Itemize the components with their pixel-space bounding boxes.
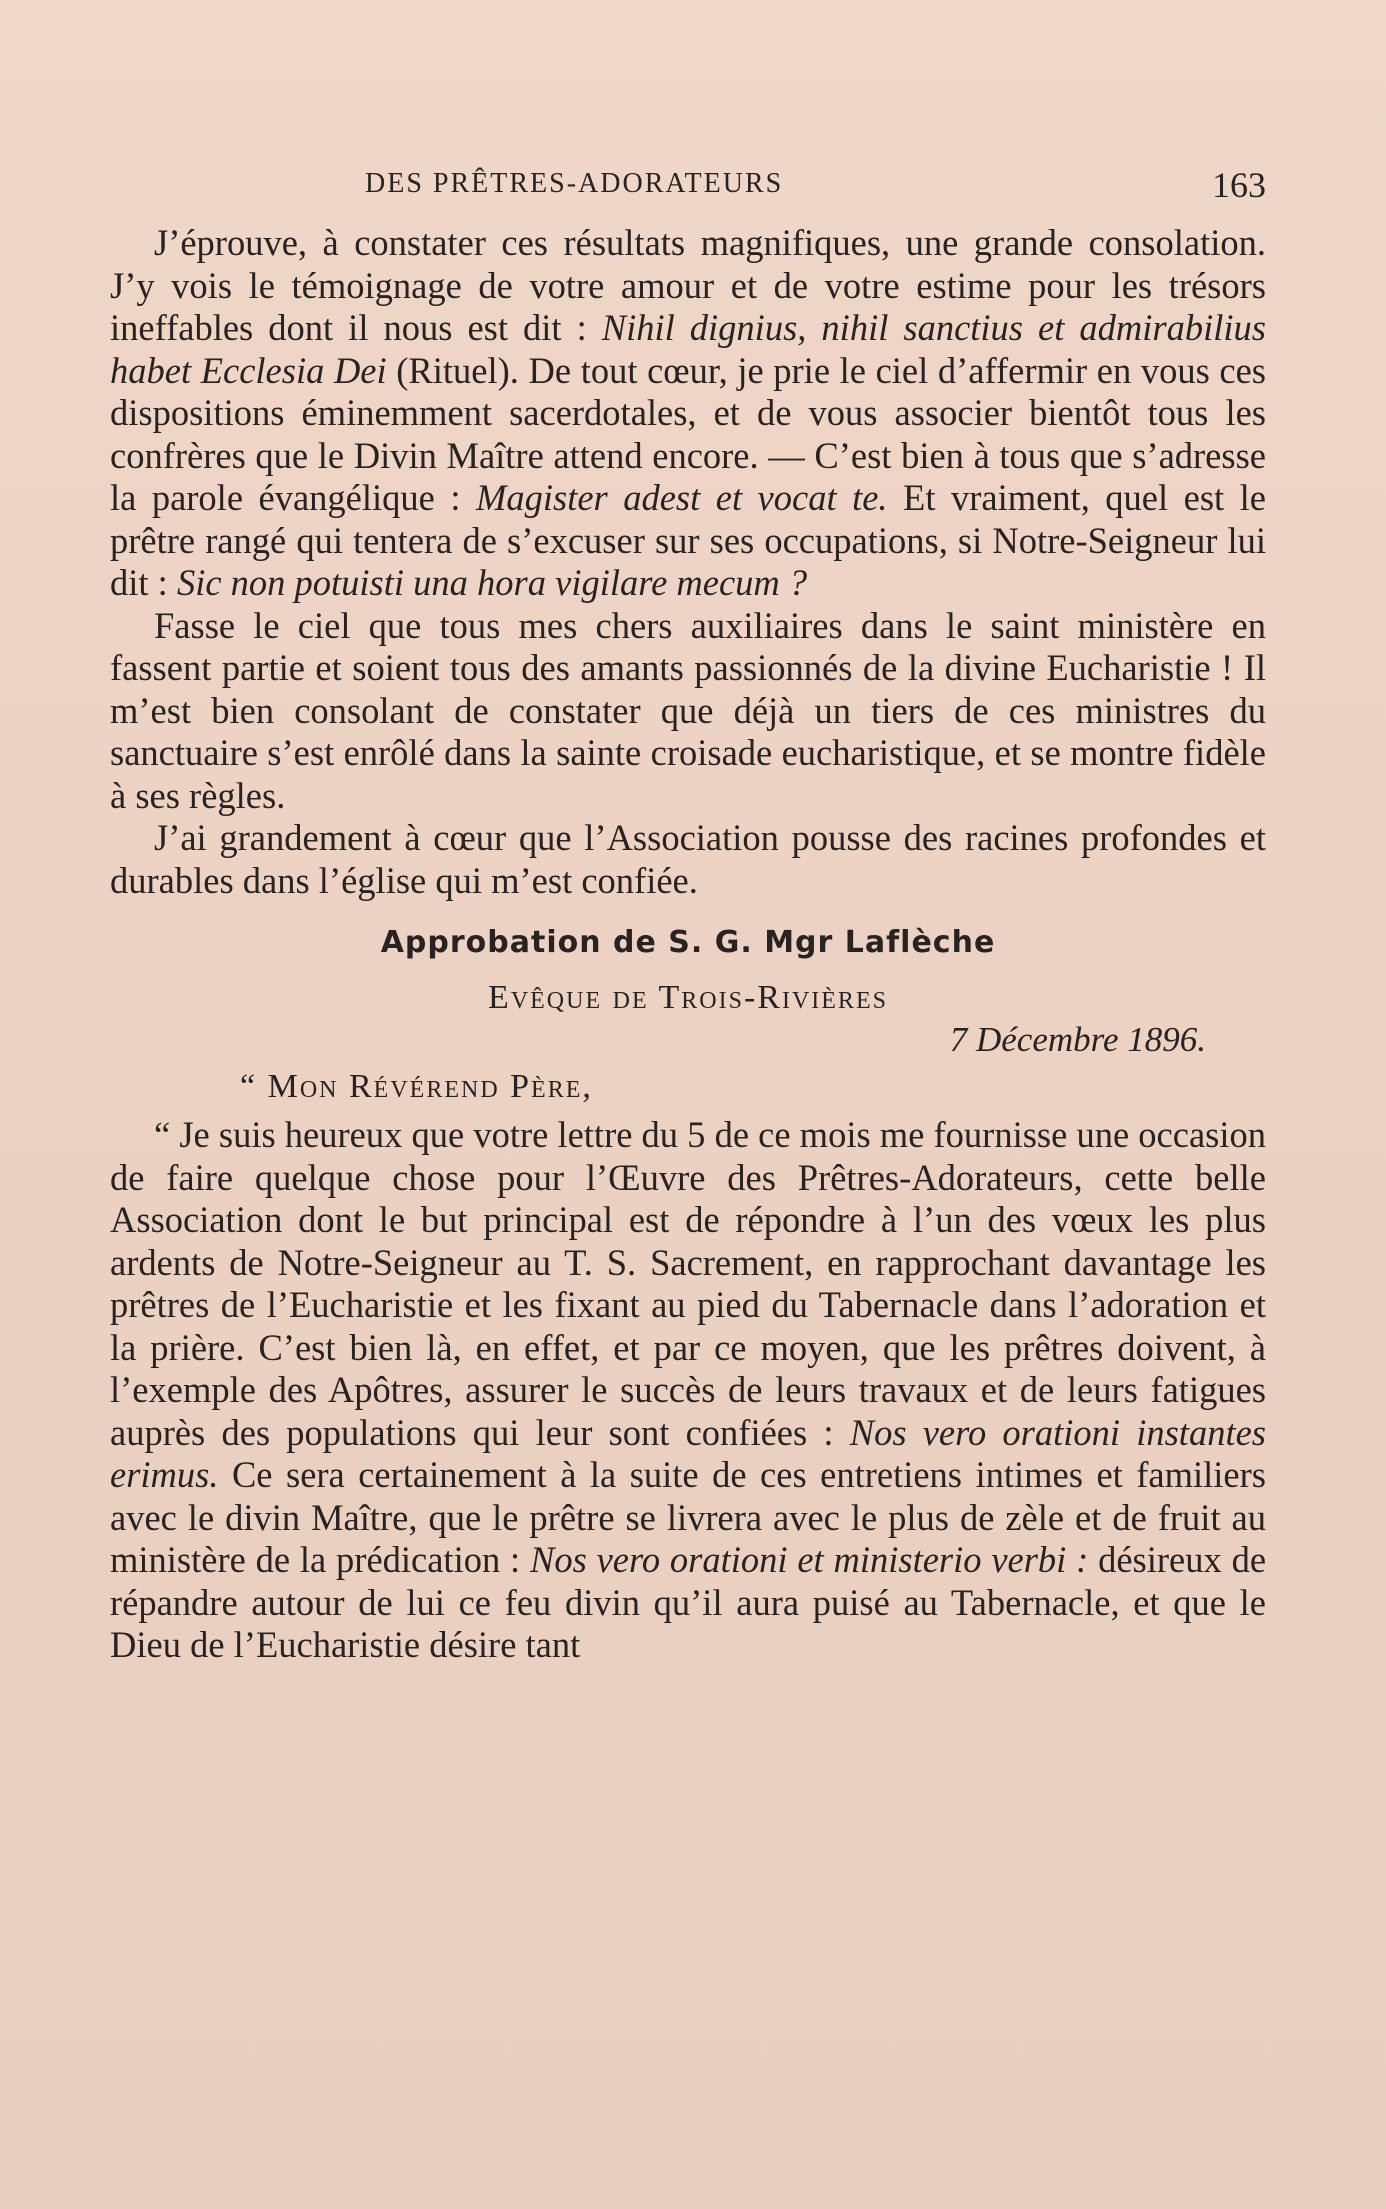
paragraph-4-text-c: désireux de répandre autour de lui ce feu divin qu’il aura puisé au Tabernacle, et que le Dieu de l’Eucharistie désire tant xyxy=(110,1539,1267,1665)
letter-salutation: “ Mon Révérend Père, xyxy=(240,1067,593,1105)
running-head xyxy=(110,160,1266,210)
paragraph-2: Fasse le ciel que tous mes chers auxiliaires dans le saint ministère en fassent partie et soient tous des amants passionnés de la divine Eucharistie ! Il m’est bien consolant de constater que déjà un tiers de ces ministres du sanctuaire s’est enrôlé dans la sainte croisade eucharistique, et se montre fidèle à ses règles. xyxy=(110,604,1266,816)
paragraph-4-text-a: “ Je suis heureux que votre lettre du 5 de ce mois me fournisse une occasion de faire quelque chose pour l’Œuvre des Prêtres-Adorateurs, cette belle Association dont le but principal est de répondre à l’un des vœux les plus ardents de Notre-Seigneur au T. S. Sacrement, en rapprochant davantage les prêtres de l’Eucharistie et les fixant au pied du Tabernacle dans l’adoration et la prière. C’est bien là, en effet, et par ce moyen, que les prêtres doivent, à l’exemple des Apôtres, assurer le succès de leurs travaux et de leurs fatigues auprès des populations qui leur sont confiées : xyxy=(110,1114,1266,1453)
paragraph-1-latin-b: Magister adest et vocat te. xyxy=(475,477,888,518)
section-subheading: Evêque de Trois-Rivières xyxy=(488,978,888,1016)
paragraph-4-latin-b: Nos vero orationi et ministerio verbi : xyxy=(529,1539,1089,1580)
paragraph-4-latin-a: Nos vero orationi instantes erimus. xyxy=(110,1411,1266,1495)
letter-date: 7 Décembre 1896. xyxy=(949,1020,1206,1059)
paragraph-4-text-b: Ce sera certainement à la suite de ces entretiens intimes et familiers avec le divin Maître, que le prêtre se livrera avec le plus de zèle et de fruit au ministère de la prédication : xyxy=(110,1454,1266,1580)
paragraph-1-text-b: (Rituel). De tout cœur, je prie le ciel d’affermir en vous ces dispositions éminemment sacerdotales, et de vous associer bientôt tous les confrères que le Divin Maître attend encore. — C’est bien à tous que s’adresse la parole évangélique : xyxy=(110,349,1266,518)
paragraph-3: J’ai grandement à cœur que l’Association pousse des racines profondes et durables dans l’église qui m’est confiée. xyxy=(110,817,1266,901)
paragraph-1 xyxy=(110,222,1266,605)
page-number: 163 xyxy=(1212,165,1266,205)
running-title: DES PRÊTRES-ADORATEURS xyxy=(365,168,784,199)
paragraph-1-latin-a: Nihil dignius, nihil sanctius et admirabilius habet Ecclesia Dei xyxy=(110,307,1266,391)
paragraph-1-text-a: J’éprouve, à constater ces résultats magnifiques, une grande consolation. J’y vois le témoignage de votre amour et de votre estime pour les trésors ineffables dont il nous est dit : xyxy=(110,222,1266,348)
paragraph-1-text-c: Et vraiment, quel est le prêtre rangé qui tentera de s’excuser sur ses occupations, si Notre-Seigneur lui dit : xyxy=(110,477,1266,603)
paragraph-4 xyxy=(110,1114,1266,1667)
paragraph-1-latin-c: Sic non potuisti una hora vigilare mecum ? xyxy=(176,562,808,603)
body-text xyxy=(110,222,1266,1667)
section-heading: Approbation de S. G. Mgr Laflèche xyxy=(380,925,996,960)
